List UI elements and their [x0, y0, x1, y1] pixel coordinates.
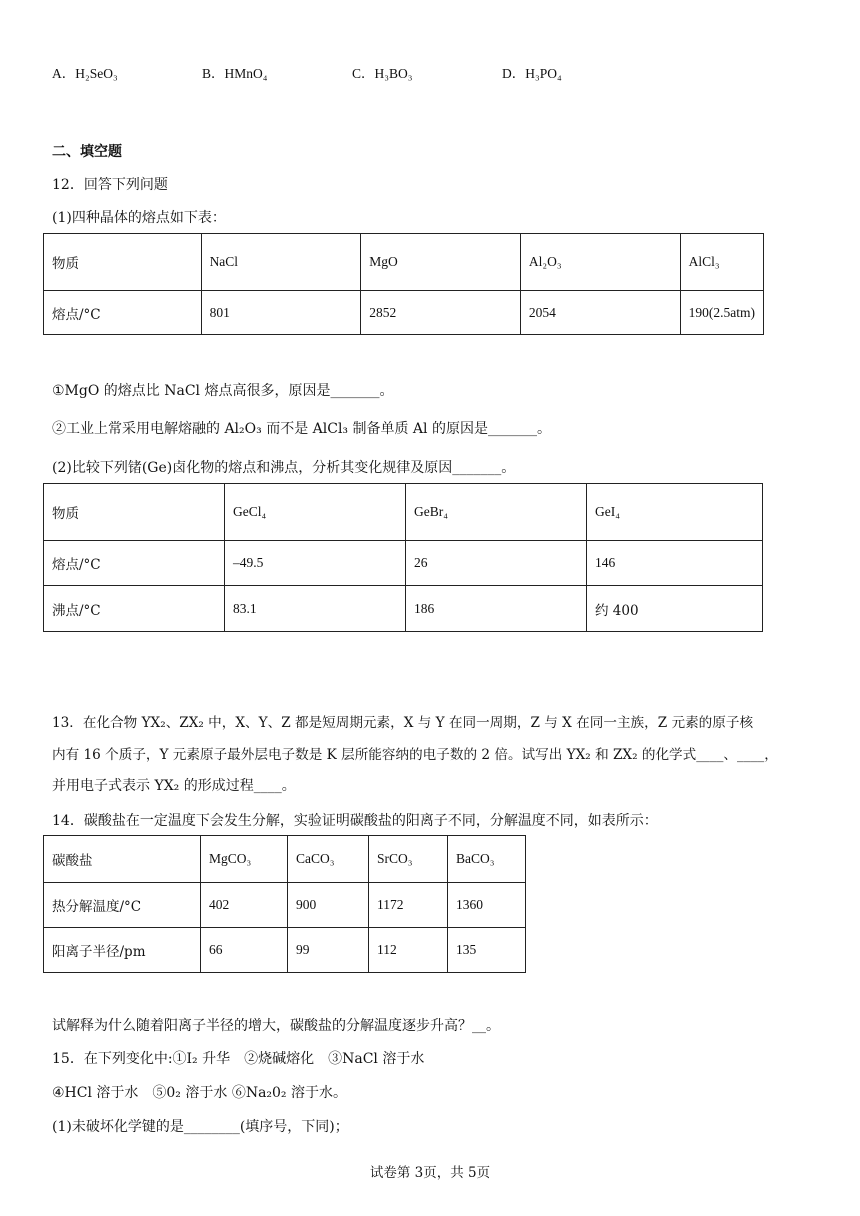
q15-line3: (1)未破坏化学键的是________(填序号，下同)； — [52, 1119, 349, 1135]
page-footer: 试卷第 3页，共 5页 — [369, 1165, 491, 1181]
table-cell: SrCO₃ — [369, 836, 448, 883]
table-cell: 熔点/°C — [44, 541, 225, 586]
table-cell: NaCl — [201, 234, 361, 291]
table-cell: GeBr₄ — [406, 484, 587, 541]
table-cell: 801 — [201, 291, 361, 335]
table-cell: AlCl₃ — [680, 234, 763, 291]
option-b: B．HMnO₄ — [202, 66, 268, 81]
table-cell: GeCl₄ — [225, 484, 406, 541]
table-cell: 66 — [201, 928, 288, 973]
table-row — [44, 541, 763, 586]
table-cell: 99 — [288, 928, 369, 973]
q12-part2: (2)比较下列锗(Ge)卤化物的熔点和沸点，分析其变化规律及原因_______。 — [52, 460, 516, 476]
table-cell: Al₂O₃ — [520, 234, 680, 291]
table-cell: CaCO₃ — [288, 836, 369, 883]
germanium-halide-table — [43, 483, 763, 632]
table-cell: GeI₄ — [587, 484, 763, 541]
table-cell: 物质 — [44, 234, 202, 291]
table-row — [44, 484, 763, 541]
table-cell: 1360 — [448, 883, 526, 928]
table-row — [44, 291, 764, 335]
table-cell: –49.5 — [225, 541, 406, 586]
section-title: 二、填空题 — [52, 144, 122, 160]
table-row — [44, 836, 526, 883]
table-row — [44, 883, 526, 928]
q15-line1: 15．在下列变化中:①I₂ 升华 ②烧碱熔化 ③NaCl 溶于水 — [52, 1051, 425, 1067]
table-cell: 2852 — [361, 291, 521, 335]
table-row — [44, 234, 764, 291]
table-row — [44, 586, 763, 632]
q14-title: 14．碳酸盐在一定温度下会发生分解，实验证明碳酸盐的阳离子不同，分解温度不同，如表所示： — [52, 813, 658, 829]
table-cell: 900 — [288, 883, 369, 928]
table-cell: 190(2.5atm) — [680, 291, 763, 335]
q13-line2: 内有 16 个质子，Y 元素原子最外层电子数是 K 层所能容纳的电子数的 2 倍。试写出 YX₂ 和 ZX₂ 的化学式____、____， — [52, 747, 778, 763]
carbonate-table — [43, 835, 526, 973]
table-cell: 热分解温度/°C — [44, 883, 201, 928]
q14-question: 试解释为什么随着阳离子半径的增大，碳酸盐的分解温度逐步升高？__。 — [52, 1018, 500, 1034]
q12-title: 12．回答下列问题 — [52, 177, 168, 193]
table-cell: 2054 — [520, 291, 680, 335]
table-cell: MgO — [361, 234, 521, 291]
q12-part1: (1)四种晶体的熔点如下表： — [52, 210, 226, 226]
table-cell: 83.1 — [225, 586, 406, 632]
table-cell: MgCO₃ — [201, 836, 288, 883]
option-c: C．H₃BO₃ — [352, 66, 413, 81]
table-cell: 135 — [448, 928, 526, 973]
table-cell: 熔点/°C — [44, 291, 202, 335]
table-cell: 402 — [201, 883, 288, 928]
table-cell: BaCO₃ — [448, 836, 526, 883]
melting-point-table — [43, 233, 764, 335]
q13-line1: 13．在化合物 YX₂、ZX₂ 中，X、Y、Z 都是短周期元素，X 与 Y 在同一周期，Z 与 X 在同一主族，Z 元素的原子核 — [52, 715, 754, 731]
option-d: D．H₃PO₄ — [502, 66, 562, 81]
table-cell: 146 — [587, 541, 763, 586]
table-cell: 26 — [406, 541, 587, 586]
q12-question2: ②工业上常采用电解熔融的 Al₂O₃ 而不是 AlCl₃ 制备单质 Al 的原因是_______。 — [52, 421, 551, 437]
q12-question1: ①MgO 的熔点比 NaCl 熔点高很多，原因是_______。 — [52, 383, 394, 399]
table-cell: 1172 — [369, 883, 448, 928]
table-cell: 约 400 — [587, 586, 763, 632]
table-cell: 物质 — [44, 484, 225, 541]
table-row — [44, 928, 526, 973]
table-cell: 碳酸盐 — [44, 836, 201, 883]
option-a: A．H₂SeO₃ — [52, 66, 118, 81]
q15-line2: ④HCl 溶于水 ⑤0₂ 溶于水 ⑥Na₂0₂ 溶于水。 — [52, 1085, 347, 1101]
q13-line3: 并用电子式表示 YX₂ 的形成过程____。 — [52, 778, 296, 794]
table-cell: 186 — [406, 586, 587, 632]
table-cell: 112 — [369, 928, 448, 973]
table-cell: 阳离子半径/pm — [44, 928, 201, 973]
table-cell: 沸点/°C — [44, 586, 225, 632]
